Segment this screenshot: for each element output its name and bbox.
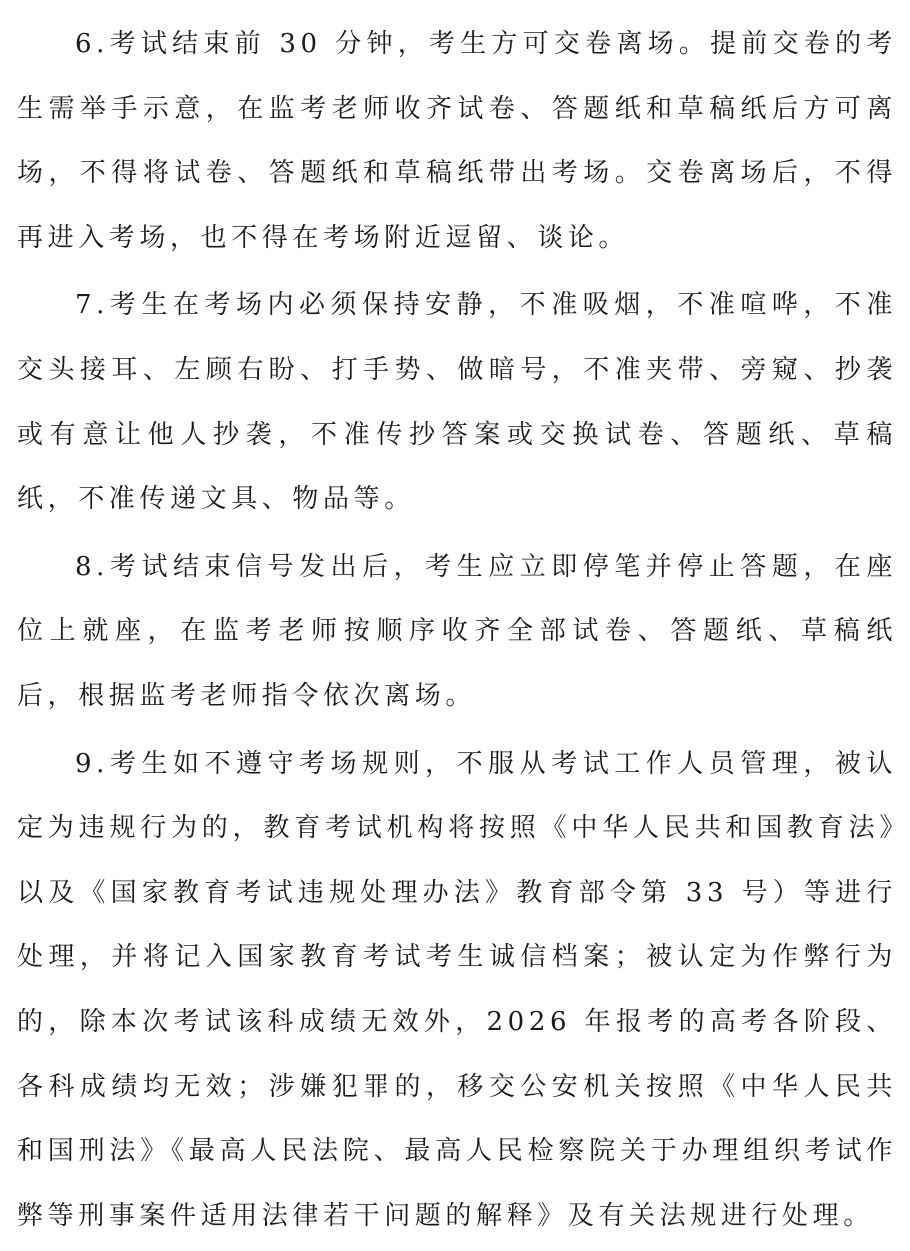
document-body (17, 12, 897, 1251)
paragraph-rule-7: 7.考生在考场内必须保持安静，不准吸烟，不准喧哗，不准交头接耳、左顾右盼、打手势、做暗号，不准夹带、旁窥、抄袭或有意让他人抄袭，不准传抄答案或交换试卷、答题纸、草稿纸，不准传递文具、物品等。 (17, 290, 897, 515)
paragraph-rule-6: 6.考试结束前 30 分钟，考生方可交卷离场。提前交卷的考生需举手示意，在监考老师收齐试卷、答题纸和草稿纸后方可离场，不得将试卷、答题纸和草稿纸带出考场。交卷离场后，不得再进入考场，也不得在考场附近逗留、谈论。 (17, 29, 897, 253)
paragraph-rule-8: 8.考试结束信号发出后，考生应立即停笔并停止答题，在座位上就座，在监考老师按顺序收齐全部试卷、答题纸、草稿纸后，根据监考老师指令依次离场。 (17, 551, 897, 711)
paragraph-rule-9: 9.考生如不遵守考场规则，不服从考试工作人员管理，被认定为违规行为的，教育考试机构将按照《中华人民共和国教育法》以及《国家教育考试违规处理办法》教育部令第 33 号）等进行处理，并将记入国家教育考试考生诚信档案；被认定为作弊行为的，除本次考试该科成绩无效外，2026 年报考的高考各阶段、各科成绩均无效；涉嫌犯罪的，移交公安机关按照《中华人民共和国刑法》《最高人民法院、最高人民检察院关于办理组织考试作弊等刑事案件适用法律若干问题的解释》及有关法规进行处理。 (17, 748, 897, 1231)
